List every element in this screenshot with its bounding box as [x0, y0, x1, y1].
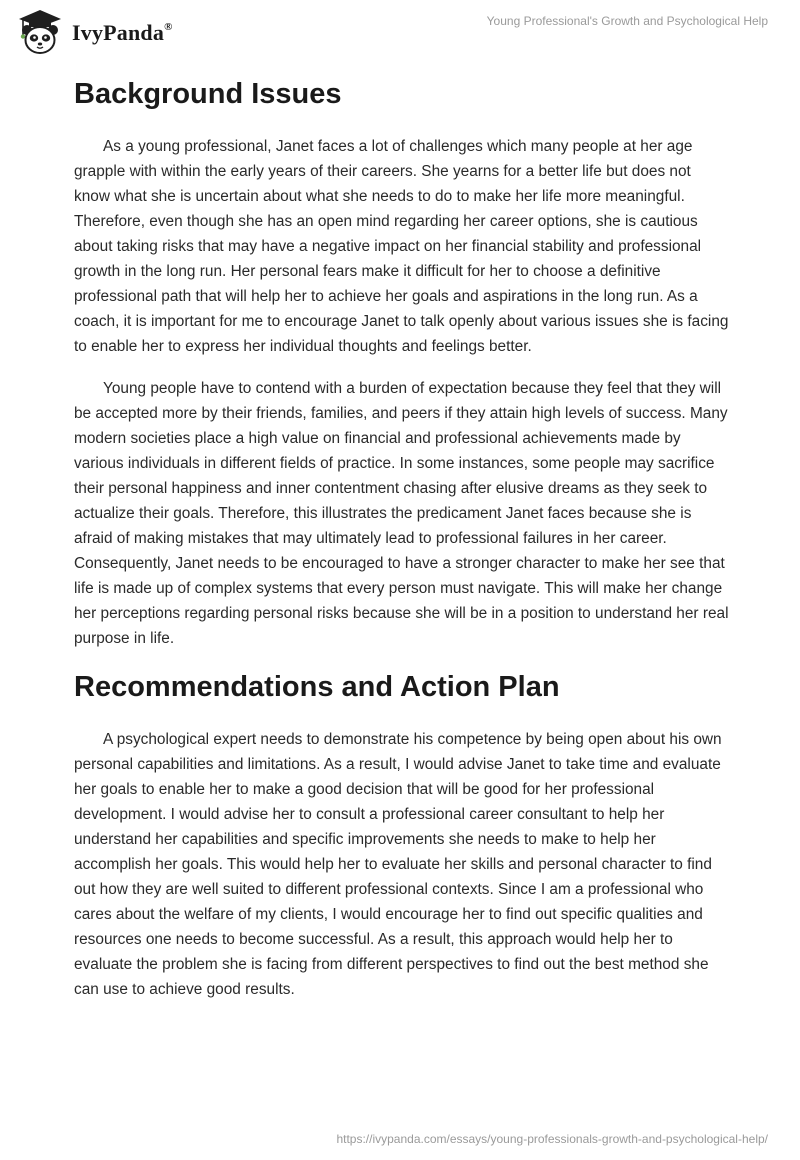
section-heading-recommendations: Recommendations and Action Plan [74, 671, 560, 703]
registered-mark: ® [164, 20, 173, 33]
source-url-link[interactable]: https://ivypanda.com/essays/young-professionals-growth-and-psychological-help/ [336, 1132, 768, 1146]
document-title: Young Professional's Growth and Psychological Help [486, 14, 768, 28]
paragraph: A psychological expert needs to demonstrate his competence by being open about his own personal capabilities and limitations. As a result, I would advise Janet to take time and evaluate her goals to enable her to make a good decision that will be good for her professional development. I would advise her to consult a professional career consultant to help her understand her capabilities and specific improvements she needs to make to help her accomplish her goals. This would help her to evaluate her skills and personal character to find out how they are well suited to different professional contexts. Since I am a professional who cares about the welfare of my clients, I would encourage her to find out specific qualities and resources one needs to become successful. As a result, this approach would help her to evaluate the problem she is facing from different perspectives to find out the best method she can use to achieve good results. [74, 731, 722, 998]
panda-graduate-icon [14, 8, 66, 56]
brand-name: IvyPanda® [72, 20, 173, 45]
essay-content [74, 72, 730, 1002]
paragraph: Young people have to contend with a burden of expectation because they feel that they will be accepted more by their friends, families, and peers if they attain high levels of success. Many modern societies place a high value on financial and professional achievements made by various individuals in different fields of practice. In some instances, some people may sacrifice their personal happiness and inner contentment chasing after elusive dreams as they seek to actualize their goals. Therefore, this illustrates the predicament Janet faces because she is afraid of making mistakes that may ultimately lead to professional failures in her career. Consequently, Janet needs to be encouraged to have a stronger character to make her see that life is made up of complex systems that every person must navigate. This will make her change her perceptions regarding personal risks because she will be in a position to understand her real purpose in life. [74, 380, 729, 647]
paragraph: As a young professional, Janet faces a lot of challenges which many people at her age grapple with within the early years of their careers. She yearns for a better life but does not know what she is uncertain about what she needs to do to make her life more meaningful. Therefore, even though she has an open mind regarding her career options, she is cautious about taking risks that may have a negative impact on her financial stability and professional growth in the long run. Her personal fears make it difficult for her to choose a definitive professional path that will help her to achieve her goals and aspirations in the long run. As a coach, it is important for me to encourage Janet to talk openly about various issues she is facing to enable her to express her individual thoughts and feelings better. [74, 138, 729, 355]
ivypanda-logo[interactable] [14, 8, 173, 56]
page-header [0, 0, 800, 70]
section-heading-background: Background Issues [74, 78, 342, 110]
